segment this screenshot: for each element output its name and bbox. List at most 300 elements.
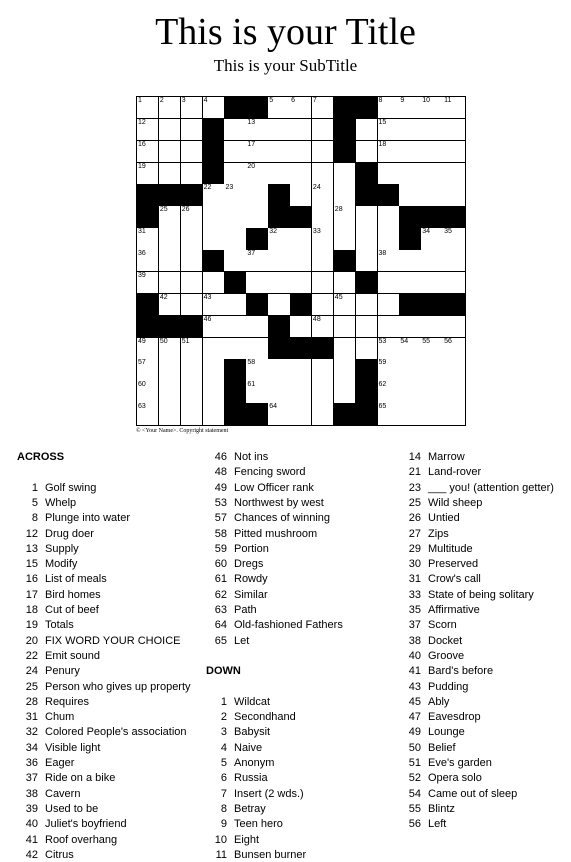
grid-cell[interactable] (312, 316, 334, 338)
grid-cell[interactable] (137, 338, 159, 360)
cell-number: 26 (181, 206, 190, 214)
across-clue (201, 465, 306, 479)
clue-number: 31 (408, 573, 421, 586)
grid-cell[interactable] (290, 184, 312, 206)
grid-cell[interactable] (203, 272, 225, 294)
across-clue (12, 680, 191, 694)
down-clue (395, 680, 468, 694)
grid-block (137, 184, 159, 206)
grid-cell[interactable] (356, 141, 378, 163)
grid-cell[interactable] (159, 250, 181, 272)
clue-text: Used to be (45, 802, 99, 815)
grid-block (356, 359, 378, 381)
grid-cell[interactable] (334, 359, 356, 381)
grid-cell[interactable] (137, 403, 159, 425)
grid-cell[interactable] (181, 206, 203, 228)
grid-cell[interactable] (312, 294, 334, 316)
grid-cell[interactable] (246, 381, 268, 403)
grid-cell[interactable] (159, 119, 181, 141)
across-clue (12, 496, 76, 510)
grid-cell[interactable] (421, 250, 443, 272)
grid-cell[interactable] (334, 381, 356, 403)
grid-cell[interactable] (181, 119, 203, 141)
grid-cell[interactable] (181, 272, 203, 294)
clue-number: 48 (214, 466, 227, 479)
clue-number: 39 (25, 802, 38, 815)
grid-cell[interactable] (268, 359, 290, 381)
grid-cell[interactable] (334, 294, 356, 316)
grid-cell[interactable] (312, 184, 334, 206)
grid-cell[interactable] (268, 228, 290, 250)
clue-number: 21 (408, 466, 421, 479)
grid-cell[interactable] (312, 206, 334, 228)
cell-number: 51 (181, 337, 190, 345)
grid-cell[interactable] (290, 119, 312, 141)
clue-number: 49 (214, 481, 227, 494)
grid-cell[interactable] (290, 381, 312, 403)
grid-cell[interactable] (312, 381, 334, 403)
clue-number: 63 (214, 604, 227, 616)
cell-number: 61 (247, 381, 256, 389)
grid-cell[interactable] (421, 338, 443, 360)
clue-number: 5 (31, 496, 38, 509)
grid-cell[interactable] (290, 272, 312, 294)
grid-cell[interactable] (378, 119, 400, 141)
clue-text: Russia (234, 772, 268, 785)
grid-cell[interactable] (181, 338, 203, 360)
grid-cell[interactable] (443, 97, 465, 119)
grid-cell[interactable] (137, 119, 159, 141)
grid-block (356, 272, 378, 294)
grid-cell[interactable] (203, 403, 225, 425)
grid-cell[interactable] (181, 381, 203, 403)
grid-block (334, 97, 356, 119)
clue-text: Cut of beef (45, 604, 99, 616)
grid-cell[interactable] (290, 97, 312, 119)
grid-cell[interactable] (268, 294, 290, 316)
clue-text: Insert (2 wds.) (234, 787, 304, 800)
grid-cell[interactable] (356, 206, 378, 228)
grid-cell[interactable] (246, 250, 268, 272)
grid-cell[interactable] (137, 228, 159, 250)
grid-cell[interactable] (378, 250, 400, 272)
cell-number: 10 (422, 97, 431, 104)
clue-text: Naive (234, 741, 263, 754)
grid-cell[interactable] (356, 294, 378, 316)
grid-cell[interactable] (421, 141, 443, 163)
grid-cell[interactable] (378, 338, 400, 360)
cell-number: 42 (159, 293, 168, 301)
down-clue (395, 557, 478, 571)
across-clue (12, 511, 130, 525)
clue-text: Old-fashioned Fathers (234, 619, 343, 632)
grid-cell[interactable] (203, 294, 225, 316)
cell-number: 39 (138, 271, 146, 279)
clue-text: Person who gives up property (45, 680, 191, 693)
clue-number: 22 (25, 649, 38, 662)
clue-text: Path (234, 604, 257, 616)
cell-number: 49 (138, 337, 146, 345)
grid-cell[interactable] (334, 338, 356, 360)
grid-cell[interactable] (137, 250, 159, 272)
grid-cell[interactable] (443, 381, 465, 403)
grid-cell[interactable] (290, 403, 312, 425)
cell-number: 20 (247, 162, 256, 170)
clue-text: Drug doer (45, 527, 94, 540)
grid-cell[interactable] (378, 141, 400, 163)
grid-cell[interactable] (224, 184, 246, 206)
grid-cell[interactable] (443, 250, 465, 272)
down-clue (395, 481, 554, 495)
grid-cell[interactable] (356, 250, 378, 272)
grid-cell[interactable] (137, 381, 159, 403)
clue-text: Not ins (234, 451, 269, 463)
page-title: This is your Title (155, 11, 416, 53)
clue-text: Ride on a bike (45, 772, 116, 785)
across-clue (12, 756, 74, 770)
clue-number: 31 (25, 711, 38, 724)
grid-cell[interactable] (159, 97, 181, 119)
grid-cell[interactable] (246, 338, 268, 360)
grid-block (137, 294, 159, 316)
grid-cell[interactable] (181, 228, 203, 250)
grid-cell[interactable] (399, 119, 421, 141)
grid-cell[interactable] (224, 316, 246, 338)
cell-number: 1 (138, 97, 142, 104)
grid-block (181, 316, 203, 338)
grid-block (246, 97, 268, 119)
grid-cell[interactable] (421, 316, 443, 338)
grid-block (246, 228, 268, 250)
grid-cell[interactable] (268, 97, 290, 119)
clue-text: Land-rover (428, 466, 482, 479)
across-clue (201, 572, 268, 586)
grid-cell[interactable] (378, 206, 400, 228)
down-clue (201, 756, 274, 770)
grid-cell[interactable] (203, 338, 225, 360)
grid-cell[interactable] (443, 338, 465, 360)
cell-number: 11 (444, 97, 452, 104)
grid-cell[interactable] (443, 163, 465, 185)
grid-cell[interactable] (290, 141, 312, 163)
clue-text: Pitted mushroom (234, 527, 318, 540)
grid-cell[interactable] (378, 97, 400, 119)
grid-block (399, 206, 421, 228)
grid-cell[interactable] (443, 141, 465, 163)
grid-cell[interactable] (181, 163, 203, 185)
grid-cell[interactable] (224, 338, 246, 360)
grid-cell[interactable] (290, 250, 312, 272)
clue-text: Bard's before (428, 665, 494, 678)
grid-cell[interactable] (399, 403, 421, 425)
cell-number: 13 (247, 118, 256, 126)
down-clue (395, 542, 473, 556)
clue-text: Marrow (428, 451, 465, 463)
grid-block (268, 316, 290, 338)
across-clue (12, 848, 74, 862)
grid-cell[interactable] (203, 316, 225, 338)
clue-text: List of meals (45, 573, 107, 586)
grid-cell[interactable] (203, 381, 225, 403)
clue-number: 28 (25, 695, 38, 708)
grid-cell[interactable] (399, 359, 421, 381)
grid-cell[interactable] (159, 359, 181, 381)
grid-cell[interactable] (399, 316, 421, 338)
grid-cell[interactable] (137, 359, 159, 381)
clue-text: Blintz (428, 802, 455, 815)
grid-cell[interactable] (159, 163, 181, 185)
grid-cell[interactable] (224, 119, 246, 141)
across-clue (201, 511, 330, 525)
grid-cell[interactable] (224, 141, 246, 163)
grid-cell[interactable] (421, 359, 443, 381)
grid-cell[interactable] (268, 163, 290, 185)
grid-cell[interactable] (268, 381, 290, 403)
cell-number: 3 (181, 97, 186, 104)
clue-number: 47 (408, 711, 421, 724)
grid-cell[interactable] (290, 359, 312, 381)
across-clue (12, 542, 79, 556)
cell-number: 32 (269, 228, 277, 236)
grid-cell[interactable] (443, 403, 465, 425)
grid-cell[interactable] (268, 272, 290, 294)
grid-cell[interactable] (268, 119, 290, 141)
clue-text: Visible light (45, 741, 101, 754)
cell-number: 59 (378, 359, 387, 367)
grid-cell[interactable] (246, 141, 268, 163)
grid-cell[interactable] (203, 228, 225, 250)
grid-cell[interactable] (224, 294, 246, 316)
clue-number: 52 (408, 772, 421, 785)
down-clue (201, 848, 306, 862)
grid-cell[interactable] (290, 228, 312, 250)
grid-cell[interactable] (312, 163, 334, 185)
clue-number: 4 (220, 741, 227, 754)
grid-cell[interactable] (443, 228, 465, 250)
grid-cell[interactable] (378, 359, 400, 381)
clue-text: Multitude (428, 542, 473, 555)
grid-cell[interactable] (268, 250, 290, 272)
cell-number: 57 (138, 359, 146, 367)
grid-cell[interactable] (421, 119, 443, 141)
grid-cell[interactable] (312, 272, 334, 294)
grid-cell[interactable] (421, 403, 443, 425)
grid-cell[interactable] (356, 119, 378, 141)
grid-block (378, 184, 400, 206)
down-clue (395, 802, 455, 816)
clue-number: 9 (220, 818, 227, 831)
cell-number: 23 (225, 184, 234, 192)
grid-cell[interactable] (159, 403, 181, 425)
grid-cell[interactable] (356, 228, 378, 250)
grid-cell[interactable] (334, 184, 356, 206)
grid-cell[interactable] (399, 381, 421, 403)
grid-cell[interactable] (159, 294, 181, 316)
clue-text: Babysit (234, 726, 271, 739)
grid-cell[interactable] (421, 228, 443, 250)
down-clue (395, 634, 462, 648)
grid-cell[interactable] (159, 381, 181, 403)
grid-cell[interactable] (399, 141, 421, 163)
grid-cell[interactable] (246, 316, 268, 338)
grid-block (290, 338, 312, 360)
grid-cell[interactable] (224, 206, 246, 228)
grid-cell[interactable] (399, 163, 421, 185)
cell-number: 53 (378, 337, 387, 345)
grid-cell[interactable] (443, 184, 465, 206)
grid-cell[interactable] (181, 250, 203, 272)
down-clue (395, 664, 493, 678)
across-clue (12, 481, 96, 495)
clue-number: 1 (220, 695, 227, 708)
grid-cell[interactable] (246, 163, 268, 185)
grid-cell[interactable] (378, 403, 400, 425)
grid-cell[interactable] (443, 316, 465, 338)
grid-cell[interactable] (312, 141, 334, 163)
grid-cell[interactable] (137, 163, 159, 185)
grid-cell[interactable] (334, 228, 356, 250)
cell-number: 55 (422, 337, 431, 345)
grid-cell[interactable] (312, 228, 334, 250)
grid-block (268, 206, 290, 228)
clue-number: 54 (408, 787, 421, 800)
grid-cell[interactable] (203, 184, 225, 206)
grid-cell[interactable] (312, 97, 334, 119)
grid-cell[interactable] (203, 206, 225, 228)
grid-cell[interactable] (378, 228, 400, 250)
grid-cell[interactable] (137, 141, 159, 163)
grid-cell[interactable] (421, 97, 443, 119)
grid-cell[interactable] (224, 228, 246, 250)
clue-number: 41 (25, 833, 38, 846)
grid-cell[interactable] (378, 294, 400, 316)
clue-number: 60 (214, 558, 227, 571)
clue-number: 8 (31, 512, 38, 525)
grid-cell[interactable] (312, 403, 334, 425)
grid-cell[interactable] (159, 338, 181, 360)
across-clue (12, 572, 107, 586)
clue-text: Requires (45, 695, 90, 708)
grid-cell[interactable] (399, 184, 421, 206)
cell-number: 25 (159, 206, 168, 214)
clue-number: 38 (408, 634, 421, 647)
grid-cell[interactable] (334, 272, 356, 294)
grid-cell[interactable] (421, 381, 443, 403)
grid-cell[interactable] (224, 250, 246, 272)
grid-block (421, 206, 443, 228)
grid-cell[interactable] (181, 97, 203, 119)
grid-cell[interactable] (246, 184, 268, 206)
clue-number: 17 (25, 588, 38, 601)
grid-cell[interactable] (246, 119, 268, 141)
clue-text: Betray (234, 802, 266, 815)
grid-cell[interactable] (399, 338, 421, 360)
grid-cell[interactable] (443, 272, 465, 294)
grid-cell[interactable] (334, 206, 356, 228)
grid-cell[interactable] (334, 163, 356, 185)
grid-cell[interactable] (159, 206, 181, 228)
grid-cell[interactable] (399, 272, 421, 294)
across-clue (201, 527, 317, 541)
cell-number: 34 (422, 228, 431, 236)
grid-block (356, 184, 378, 206)
grid-block (356, 403, 378, 425)
grid-cell[interactable] (268, 141, 290, 163)
cell-number: 4 (203, 97, 208, 104)
clue-number: 29 (408, 542, 421, 555)
grid-cell[interactable] (312, 359, 334, 381)
grid-cell[interactable] (203, 359, 225, 381)
clue-number: 5 (220, 757, 227, 769)
cell-number: 43 (203, 293, 212, 301)
clue-text: Bunsen burner (234, 848, 307, 861)
grid-cell[interactable] (334, 316, 356, 338)
grid-cell[interactable] (378, 163, 400, 185)
across-clue (12, 664, 80, 678)
grid-cell[interactable] (443, 359, 465, 381)
clue-number: 20 (25, 634, 38, 647)
grid-cell[interactable] (137, 272, 159, 294)
clue-number: 25 (25, 680, 38, 693)
grid-cell[interactable] (181, 294, 203, 316)
grid-cell[interactable] (378, 316, 400, 338)
grid-cell[interactable] (378, 272, 400, 294)
grid-cell[interactable] (312, 119, 334, 141)
down-clue (395, 450, 465, 464)
clue-text: Bird homes (45, 588, 101, 601)
grid-cell[interactable] (203, 97, 225, 119)
grid-block (203, 119, 225, 141)
down-clue (395, 787, 517, 801)
grid-cell[interactable] (246, 272, 268, 294)
grid-block (290, 294, 312, 316)
clue-number: 46 (214, 451, 227, 463)
clue-text: Rowdy (234, 573, 268, 586)
grid-cell[interactable] (290, 163, 312, 185)
grid-cell[interactable] (181, 141, 203, 163)
grid-cell[interactable] (290, 316, 312, 338)
grid-cell[interactable] (137, 97, 159, 119)
clue-number: 10 (214, 833, 227, 846)
grid-block (224, 381, 246, 403)
grid-cell[interactable] (312, 250, 334, 272)
grid-cell[interactable] (399, 97, 421, 119)
grid-cell[interactable] (356, 338, 378, 360)
down-clue (395, 649, 464, 663)
grid-cell[interactable] (443, 119, 465, 141)
grid-cell[interactable] (246, 359, 268, 381)
grid-cell[interactable] (399, 250, 421, 272)
grid-cell[interactable] (356, 316, 378, 338)
grid-cell[interactable] (224, 163, 246, 185)
grid-cell[interactable] (246, 206, 268, 228)
crossword-grid (136, 96, 466, 426)
grid-cell[interactable] (268, 403, 290, 425)
grid-cell[interactable] (181, 359, 203, 381)
grid-cell[interactable] (159, 141, 181, 163)
down-clue (395, 710, 481, 724)
clue-number: 26 (408, 512, 421, 525)
grid-cell[interactable] (421, 184, 443, 206)
grid-cell[interactable] (181, 403, 203, 425)
clue-number: 24 (25, 665, 38, 678)
grid-cell[interactable] (159, 272, 181, 294)
grid-cell[interactable] (378, 381, 400, 403)
grid-cell[interactable] (421, 163, 443, 185)
grid-cell[interactable] (159, 228, 181, 250)
cell-number: 6 (291, 97, 295, 104)
grid-cell[interactable] (421, 272, 443, 294)
